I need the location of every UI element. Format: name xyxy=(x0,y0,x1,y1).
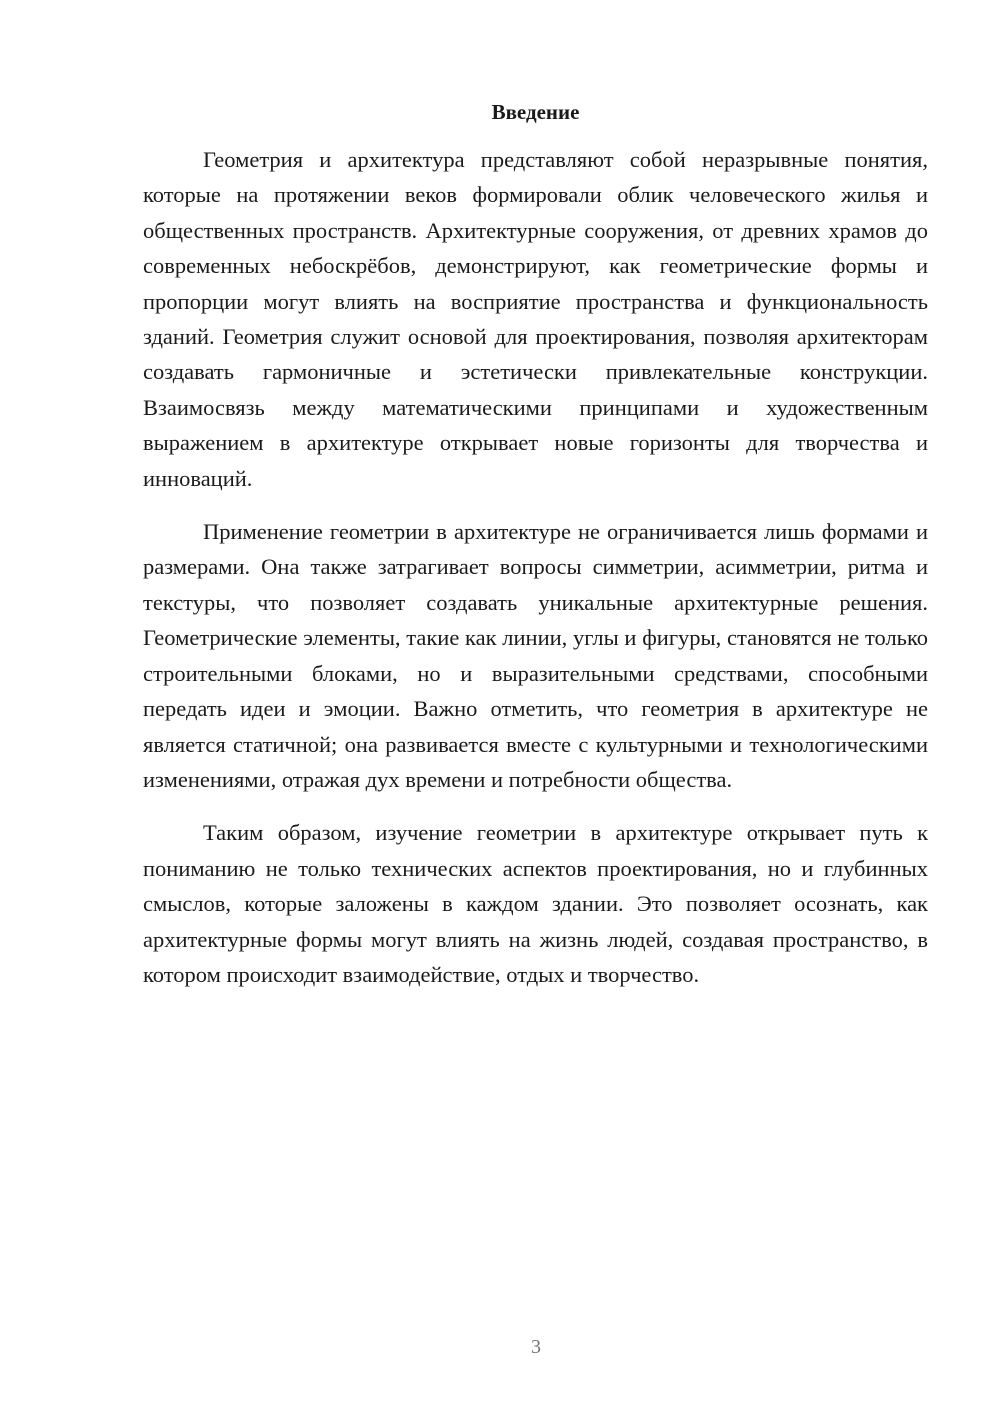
page-title: Введение xyxy=(491,100,580,124)
paragraph: Геометрия и архитектура представляют собой неразрывные понятия, которые на протяжении веков формировали облик человеческого жилья и общественных пространств. Архитектурные сооружения, от древних храмов до современных небоскрёбов, демонстрируют, как геометрические формы и пропорции могут влиять на восприятие пространства и функциональность зданий. Геометрия служит основой для проектирования, позволяя архитекторам создавать гармоничные и эстетически привлекательные конструкции. Взаимосвязь между математическими принципами и художественным выражением в архитектуре открывает новые горизонты для творчества и инноваций. xyxy=(143,147,928,491)
paragraph: Таким образом, изучение геометрии в архитектуре открывает путь к пониманию не только технических аспектов проектирования, но и глубинных смыслов, которые заложены в каждом здании. Это позволяет осознать, как архитектурные формы могут влиять на жизнь людей, создавая пространство, в котором происходит взаимодействие, отдых и творчество. xyxy=(143,820,928,987)
document-body xyxy=(143,142,928,1010)
paragraph: Применение геометрии в архитектуре не ограничивается лишь формами и размерами. Она также затрагивает вопросы симметрии, асимметрии, ритма и текстуры, что позволяет создавать уникальные архитектурные решения. Геометрические элементы, такие как линии, углы и фигуры, становятся не только строительными блоками, но и выразительными средствами, способными передать идеи и эмоции. Важно отметить, что геометрия в архитектуре не является статичной; она развивается вместе с культурными и технологическими изменениями, отражая дух времени и потребности общества. xyxy=(143,519,928,792)
page-number: 3 xyxy=(531,1336,541,1358)
